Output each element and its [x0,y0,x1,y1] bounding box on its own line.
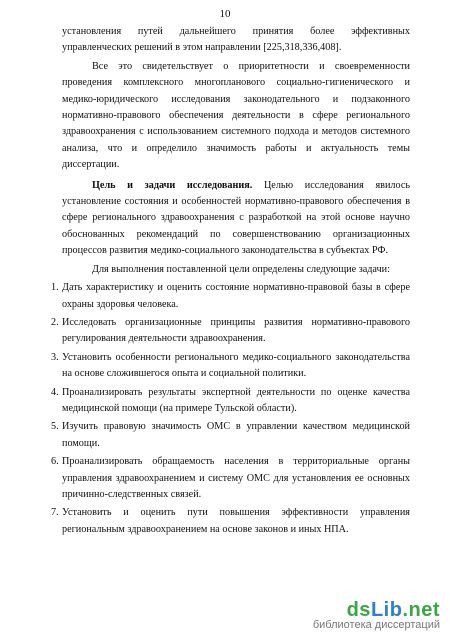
task-text: Проанализировать результаты экспертной деятельности по оценке качества медицинской помощи (на примере Тульской области). [62,386,410,414]
task-text: Дать характеристику и оценить состояние нормативно-правовой базы в сфере охраны здоровья человека. [62,282,410,310]
task-item [51,280,410,313]
logo-net: .net [402,599,440,621]
watermark [313,599,440,631]
goal-text: установление состояния и особенностей нормативно-правового обеспечения в сфере регионального здравоохранения с разработкой на этой основе научно обоснованных рекомендаций по совершенствованию организационных процессов развития медико-социального законодательства в субъектах РФ. [62,196,410,257]
task-text: Установить и оценить пути повышения эффективности управления региональным здравоохранением на основе законов и иных НПА. [62,507,410,535]
paragraph-tasks-intro: Для выполнения поставленной цели определены следующие задачи: [92,263,390,275]
page-body [51,24,410,538]
logo-lib: Lib [370,599,403,621]
goal-heading-rest: Целью исследования явилось [263,179,410,191]
task-text: Проанализировать обращаемость населения в территориальные органы управления здравоохранением и систему ОМС для установления ее основных причинно-следственных связей. [62,456,410,500]
page-number: 10 [219,8,231,20]
task-number: 1. [51,282,59,294]
task-item [51,350,410,383]
task-item [51,505,410,538]
task-item [51,385,410,418]
task-list [51,280,410,538]
task-text: Установить особенности регионального медико-социального законодательства на основе сложившегося опыта и социальной политики. [62,351,410,380]
paragraph-relevance: Все это свидетельствует о приоритетности и своевременности проведения комплексного многопланового социально-гигиенического и медико-юридического исследования законодательного и подзаконного нормативно-правового обеспечения деятельности в сфере регионального здравоохранения с использованием системного подхода и методов системного анализа, что и определило значимость работы и актуальность темы диссертации. [62,60,410,171]
logo-ds: ds [346,599,371,621]
task-number: 2. [51,316,59,328]
task-text: Изучить правовую значимость ОМС в управлении качеством медицинской помощи. [62,421,410,449]
task-item [51,315,410,348]
task-item [51,454,410,503]
task-number: 6. [51,456,59,468]
task-number: 7. [51,507,59,519]
task-number: 4. [51,386,59,398]
task-text: Исследовать организационные принципы развития нормативно-правового регулирования деятельности здравоохранения. [62,316,410,345]
task-item [51,419,410,452]
paragraph-goal [62,178,410,260]
task-number: 5. [51,421,59,433]
paragraph-intro-continuation: установления путей дальнейшего принятия более эффективных управленческих решений в этом направлении [225,318,336,408]. [62,26,410,54]
watermark-tagline: библиотека диссертаций [312,619,440,631]
task-number: 3. [51,351,59,363]
goal-heading: Цель и задачи исследования. [92,179,253,191]
